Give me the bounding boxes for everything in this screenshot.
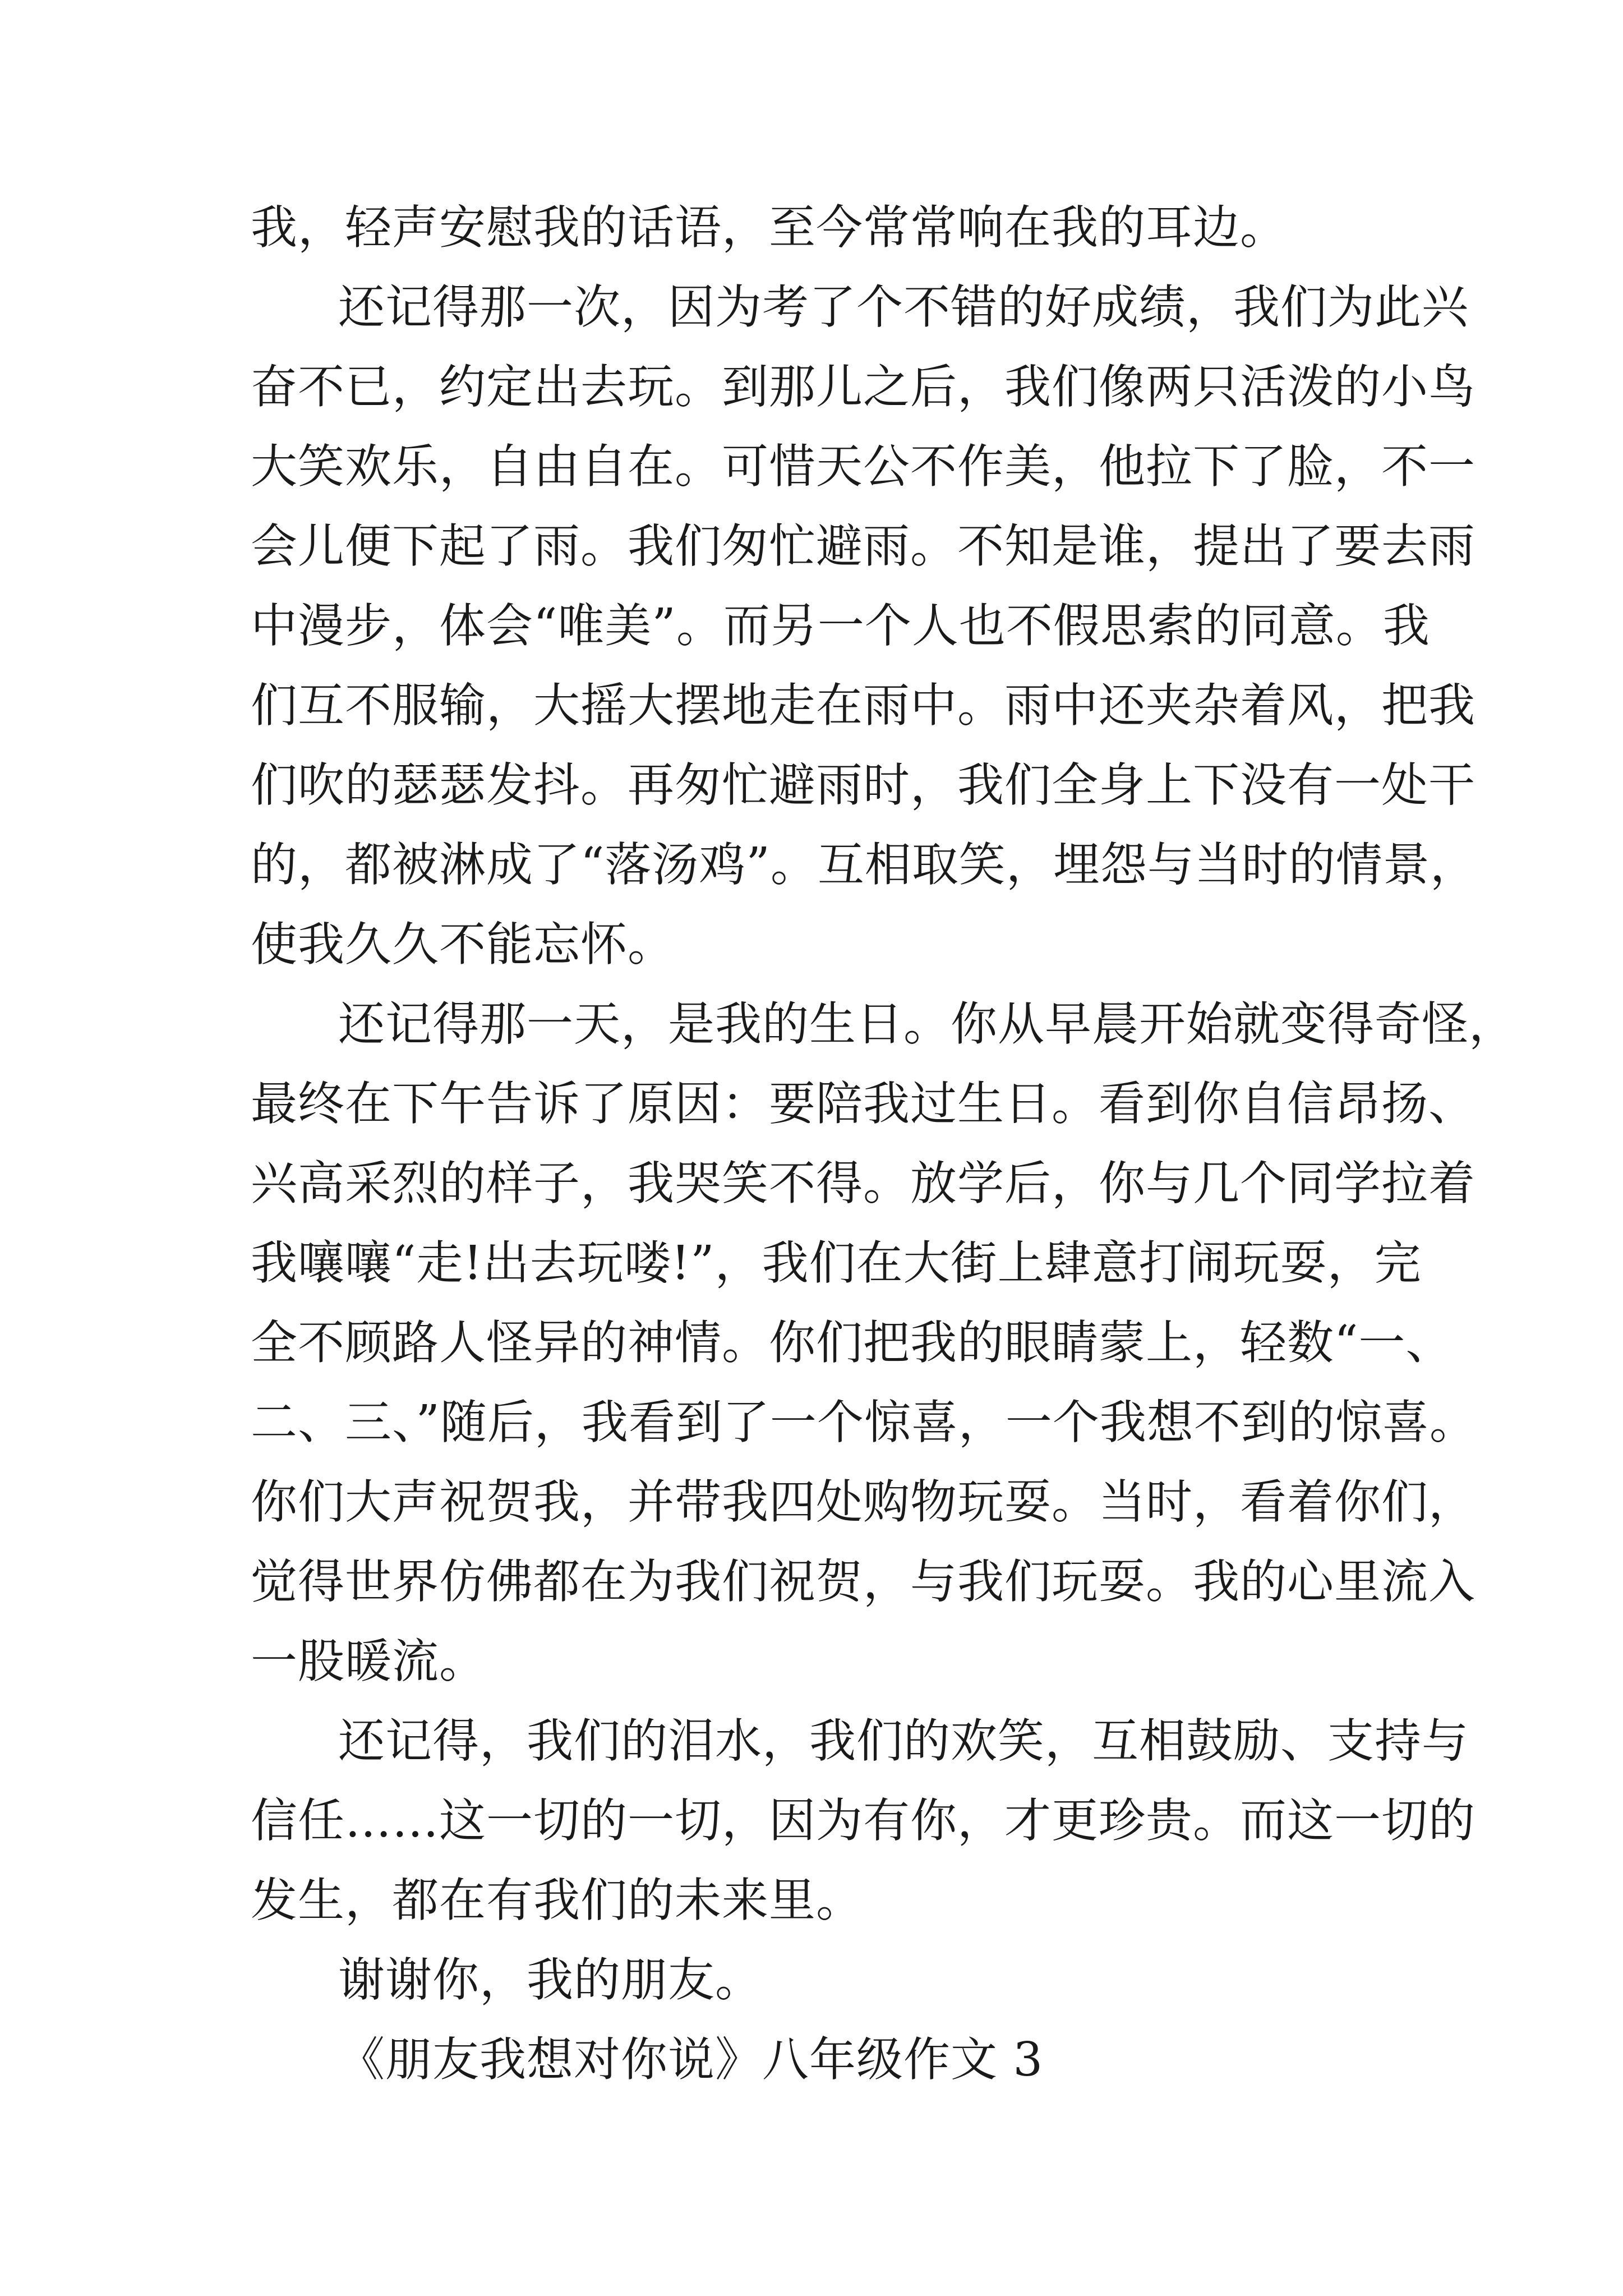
text-line: 你们大声祝贺我，并带我四处购物玩耍。当时，看着你们， (251, 1475, 1476, 1529)
text-line: 发生，都在有我们的未来里。 (251, 1873, 863, 1927)
text-line: 还记得那一次，因为考了个不错的好成绩，我们为此兴 (338, 280, 1469, 334)
text-line: 还记得那一天，是我的生日。你从早晨开始就变得奇怪， (338, 997, 1516, 1051)
text-line: 最终在下午告诉了原因：要陪我过生日。看到你自信昂扬、 (251, 1076, 1476, 1131)
text-line: 觉得世界仿佛都在为我们祝贺，与我们玩耍。我的心里流入 (251, 1554, 1476, 1609)
text-line: 谢谢你，我的朋友。 (338, 1953, 762, 2007)
text-line: 奋不已，约定出去玩。到那儿之后，我们像两只活泼的小鸟 (251, 360, 1476, 414)
text-line: 我，轻声安慰我的话语，至今常常响在我的耳边。 (251, 200, 1287, 255)
text-line: 中漫步，体会“唯美”。而另一个人也不假思索的同意。我 (251, 599, 1430, 653)
section-title: 《朋友我想对你说》八年级作文 3 (338, 2032, 1044, 2087)
text-line: 使我久久不能忘怀。 (251, 917, 675, 972)
text-line: 二、三、”随后，我看到了一个惊喜，一个我想不到的惊喜。 (251, 1395, 1477, 1450)
text-line: 大笑欢乐，自由自在。可惜天公不作美，他拉下了脸，不一 (251, 439, 1476, 494)
text-line: 们吹的瑟瑟发抖。再匆忙避雨时，我们全身上下没有一处干 (251, 758, 1476, 812)
text-line: 全不顾路人怪异的神情。你们把我的眼睛蒙上，轻数“一、 (251, 1315, 1453, 1370)
text-line: 们互不服输，大摇大摆地走在雨中。雨中还夹杂着风，把我 (251, 678, 1476, 733)
text-line: 会儿便下起了雨。我们匆忙避雨。不知是谁，提出了要去雨 (251, 519, 1476, 573)
text-line: 兴高采烈的样子，我哭笑不得。放学后，你与几个同学拉着 (251, 1156, 1476, 1211)
text-line: 信任……这一切的一切，因为有你，才更珍贵。而这一切的 (251, 1793, 1476, 1848)
text-line: 还记得，我们的泪水，我们的欢笑，互相鼓励、支持与 (338, 1714, 1469, 1768)
text-line: 一股暖流。 (251, 1634, 486, 1688)
text-line: 的，都被淋成了“落汤鸡”。互相取笑，埋怨与当时的情景， (251, 838, 1477, 892)
text-line: 我嚷嚷“走!出去玩喽!”，我们在大街上肆意打闹玩耍，完 (251, 1236, 1422, 1290)
